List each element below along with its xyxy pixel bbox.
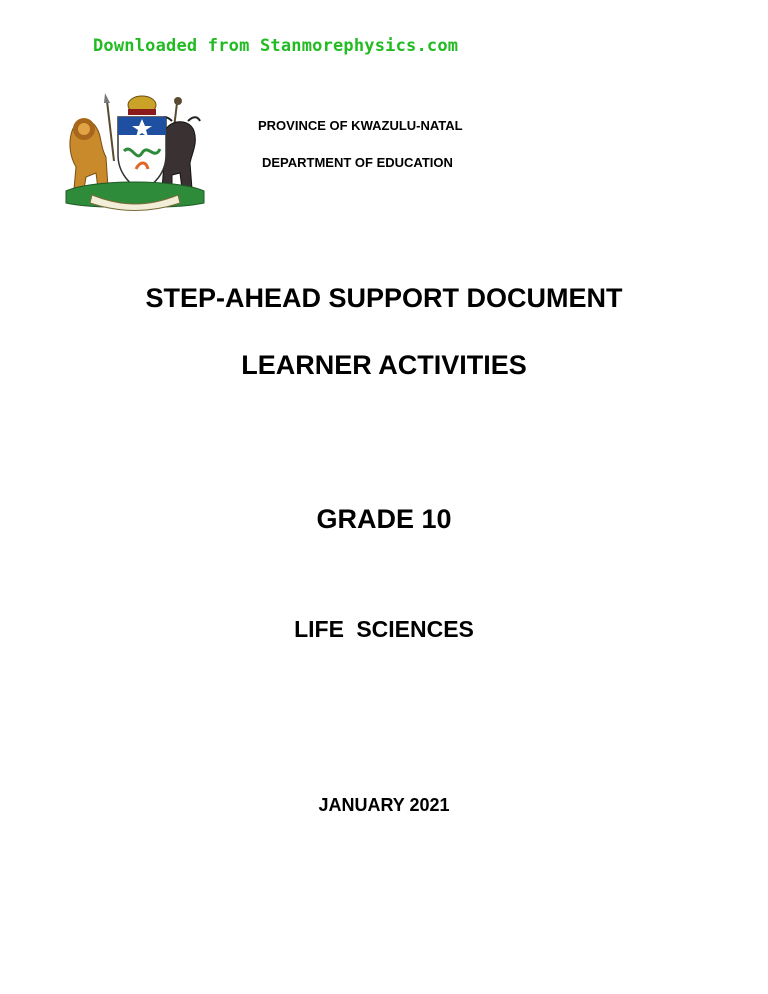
date-heading: JANUARY 2021 (318, 795, 450, 815)
document-title: STEP-AHEAD SUPPORT DOCUMENT (145, 283, 623, 313)
grade-heading: GRADE 10 (316, 504, 452, 534)
coat-of-arms-icon (62, 91, 208, 213)
province-heading: PROVINCE OF KWAZULU-NATAL (258, 118, 463, 133)
watermark-text: Downloaded from Stanmorephysics.com (93, 36, 459, 56)
department-heading: DEPARTMENT OF EDUCATION (262, 155, 453, 170)
subject-heading: LIFE SCIENCES (294, 616, 474, 642)
document-subtitle: LEARNER ACTIVITIES (241, 350, 527, 380)
